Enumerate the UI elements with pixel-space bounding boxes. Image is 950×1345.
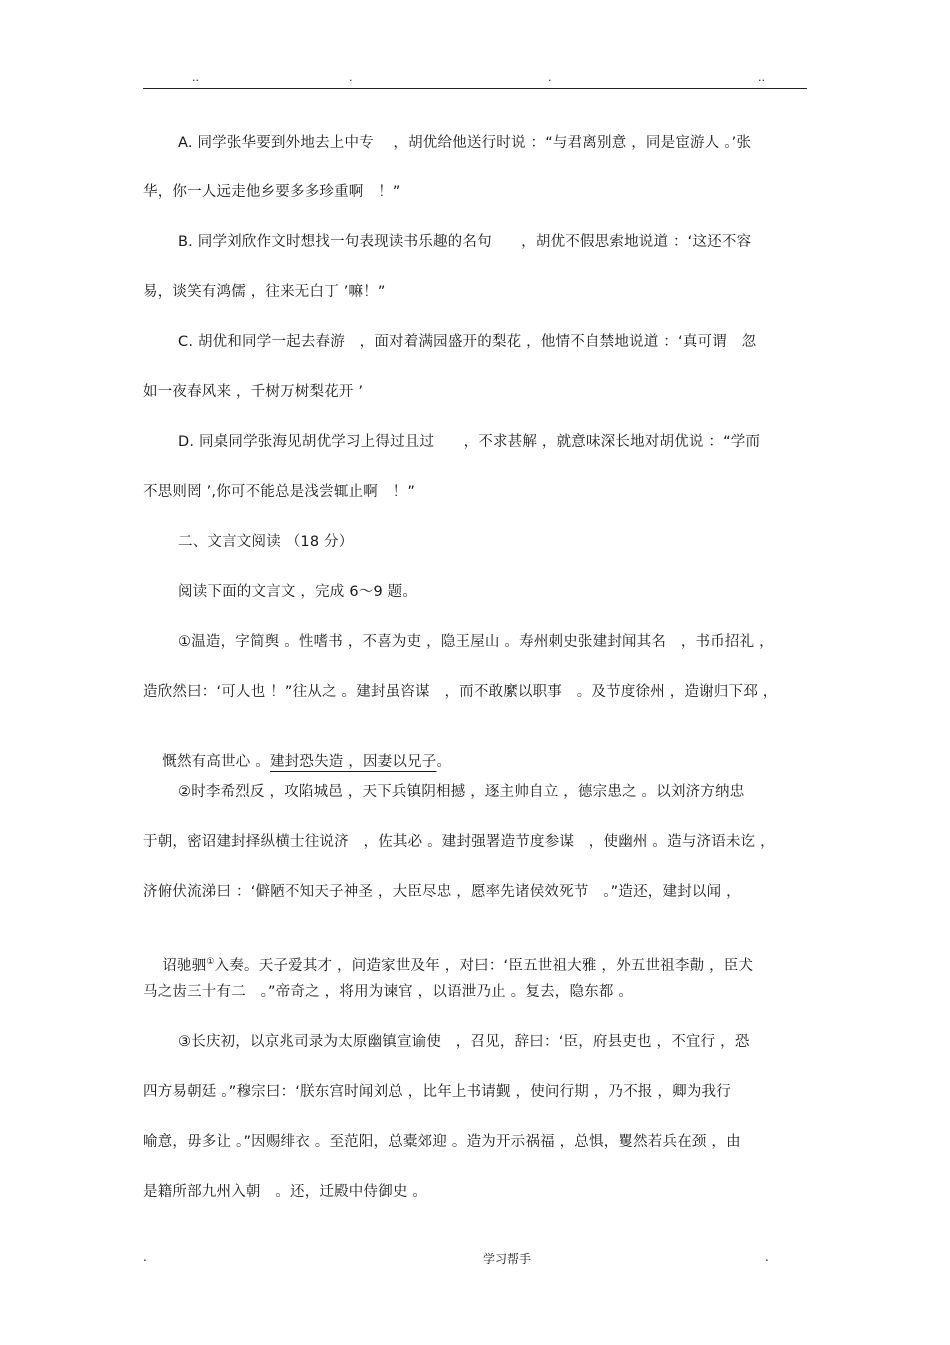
underlined-sentence: 建封恐失造 ，因妻以兄子 xyxy=(269,754,437,770)
header-mark: .. xyxy=(192,71,199,84)
instruction: 阅读下面的文言文 ，完成 6～9 题。 xyxy=(178,584,418,600)
header-mark: .. xyxy=(758,71,765,84)
passage-p3-line-2: 四方易朝廷 。”穆宗曰：‘朕东宫时闻刘总 ，比年上书请觐 ，使问行期 ，乃不报 ，卿为我行 xyxy=(143,1084,731,1100)
header-mark: . xyxy=(349,71,353,84)
footnote-mark: ① xyxy=(206,957,215,967)
option-d-line-2: 不思则罔 ’,你可不能总是浅尝辄止啊 ！” xyxy=(143,484,416,500)
passage-text: 。 xyxy=(436,754,452,770)
page-header xyxy=(143,70,807,89)
option-c-line-1: C. 胡优和同学一起去春游 ，面对着满园盛开的梨花 ，他情不自禁地说道 ：‘真可谓 忽 xyxy=(178,334,757,350)
passage-text: 慨然有高世心 。 xyxy=(162,754,270,770)
passage-p2-line-3: 济俯伏流涕曰 ：‘僻陋不知天子神圣 ，大臣尽忠 ，愿率先诸侯效死节 。”造还，建封以闻 ， xyxy=(143,884,741,900)
option-b-line-2: 易，谈笑有鸿儒 ，往来无白丁 ’嘛！” xyxy=(143,284,386,300)
option-b-line-1: B. 同学刘欣作文时想找一句表现读书乐趣的名句 ，胡优不假思索地说道 ：‘这还不容 xyxy=(178,234,752,250)
option-c-line-2: 如一夜春风来 ，千树万树梨花开 ’ xyxy=(143,384,364,400)
passage-p3-line-3: 喻意，毋多让 。”因赐绯衣 。至范阳，总橐郊迎 。造为开示祸福 ，总惧，矍然若兵在颈 ，由 xyxy=(143,1134,741,1150)
footer-title: 学习帮手 xyxy=(483,1252,532,1266)
passage-text: 诏驰驷 xyxy=(162,957,207,974)
header-mark: . xyxy=(548,71,552,84)
section-heading: 二、文言文阅读 （18 分） xyxy=(178,534,354,550)
passage-p3-line-4: 是籍所部九州入朝 。还，迁殿中侍御史 。 xyxy=(143,1184,428,1200)
option-d-line-1: D. 同桌同学张海见胡优学习上得过且过 ，不求甚解 ，就意味深长地对胡优说 ：“学而 xyxy=(178,434,761,450)
option-a-line-1: A. 同学张华要到外地去上中专 ，胡优给他送行时说 ：“与君离别意 ，同是宦游人 。’张 xyxy=(178,135,752,151)
passage-p1-line-2: 造欣然曰：‘可人也 ！”往从之 。建封虽咨谋 ，而不敢縻以职事 。及节度徐州 ，造谢归下邳 ， xyxy=(143,684,778,700)
footer-left-mark: . xyxy=(143,1250,147,1264)
passage-p3-line-1: ③长庆初，以京兆司录为太原幽镇宣谕使 ，召见，辞曰：‘臣，府县吏也 ，不宜行 ，恐 xyxy=(178,1034,750,1050)
passage-p2-line-1: ②时李希烈反 ，攻陷城邑 ，天下兵镇阴相撼 ，逐主帅自立 ，德宗患之 。以刘济方纳忠 xyxy=(178,784,745,800)
passage-p2-line-2: 于朝，密诏建封择纵横士往说济 ，佐其必 。建封强署造节度参谋 ，使幽州 。造与济语未讫 ， xyxy=(143,834,775,850)
passage-text: 入奏。天子爱其才 ，问造家世及年 ，对曰：‘臣五世祖大雅 ，外五世祖李勣 ，臣犬 xyxy=(214,957,754,974)
footer-right-mark: . xyxy=(765,1250,769,1264)
passage-p2-line-5: 马之齿三十有二 。”帝奇之 ，将用为谏官 ，以语泄乃止 。复去，隐东都 。 xyxy=(143,984,634,1000)
passage-p1-line-1: ①温造，字简舆 。性嗜书 ，不喜为吏 ，隐王屋山 。寿州刺史张建封闻其名 ，书币招礼 ， xyxy=(178,634,774,650)
option-a-line-2: 华，你一人远走他乡要多多珍重啊 ！” xyxy=(143,184,401,200)
